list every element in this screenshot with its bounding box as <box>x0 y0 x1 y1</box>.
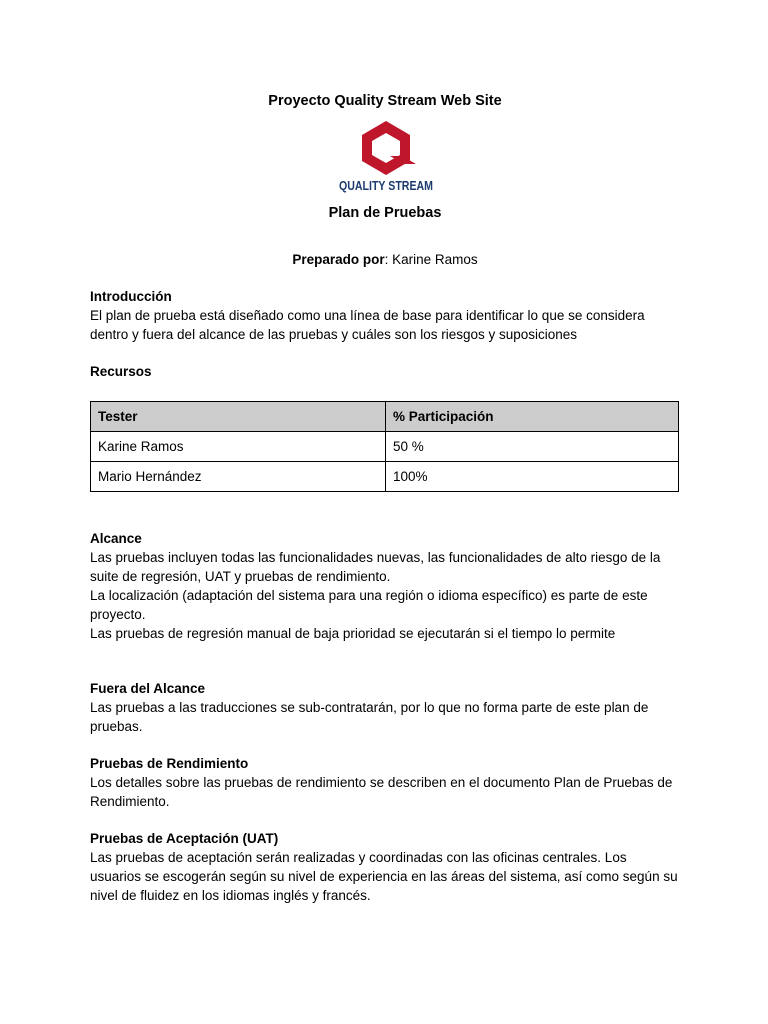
uat-text: Las pruebas de aceptación serán realizadas y coordinadas con las oficinas centrales. Los usuarios se escogerán según su nivel de experiencia en las áreas del sistema, así como según su nivel de fluidez en los idiomas inglés y francés. <box>90 850 678 903</box>
table-cell-tester: Mario Hernández <box>91 462 386 492</box>
resources-table <box>90 401 679 492</box>
prepared-by <box>90 250 680 269</box>
quality-stream-logo <box>336 118 436 194</box>
uat-section <box>90 829 680 905</box>
uat-heading: Pruebas de Aceptación (UAT) <box>90 831 279 846</box>
column-header-participation: % Participación <box>386 402 679 432</box>
out-of-scope-section <box>90 679 680 736</box>
prepared-by-name: : Karine Ramos <box>384 252 478 267</box>
prepared-by-label: Preparado por <box>292 252 385 267</box>
performance-section <box>90 754 680 811</box>
document-subtitle: Plan de Pruebas <box>328 205 442 221</box>
table-row <box>91 432 679 462</box>
scope-line: Las pruebas incluyen todas las funcionalidades nuevas, las funcionalidades de alto riesgo de la suite de regresión, UAT y pruebas de rendimiento. <box>90 550 661 584</box>
logo-wordmark: QUALITY STREAM <box>339 179 433 193</box>
column-header-tester: Tester <box>91 402 386 432</box>
table-header-row <box>91 402 679 432</box>
document-title: Proyecto Quality Stream Web Site <box>268 93 502 109</box>
intro-heading: Introducción <box>90 289 172 304</box>
performance-text: Los detalles sobre las pruebas de rendimiento se describen en el documento Plan de Pruebas de Rendimiento. <box>90 775 673 809</box>
out-of-scope-heading: Fuera del Alcance <box>90 681 206 696</box>
scope-section <box>90 529 680 643</box>
table-cell-participation: 50 % <box>386 432 679 462</box>
table-cell-participation: 100% <box>386 462 679 492</box>
table-row <box>91 462 679 492</box>
resources-heading: Recursos <box>90 364 152 379</box>
scope-line: Las pruebas de regresión manual de baja prioridad se ejecutarán si el tiempo lo permite <box>90 626 616 641</box>
table-cell-tester: Karine Ramos <box>91 432 386 462</box>
intro-section <box>90 287 680 344</box>
out-of-scope-text: Las pruebas a las traducciones se sub-contratarán, por lo que no forma parte de este plan de pruebas. <box>90 700 649 734</box>
intro-text: El plan de prueba está diseñado como una línea de base para identificar lo que se considera dentro y fuera del alcance de las pruebas y cuáles son los riesgos y suposiciones <box>90 308 645 342</box>
resources-section <box>90 362 680 381</box>
performance-heading: Pruebas de Rendimiento <box>90 756 249 771</box>
scope-heading: Alcance <box>90 531 142 546</box>
scope-line: La localización (adaptación del sistema para una región o idioma específico) es parte de este proyecto. <box>90 588 648 622</box>
